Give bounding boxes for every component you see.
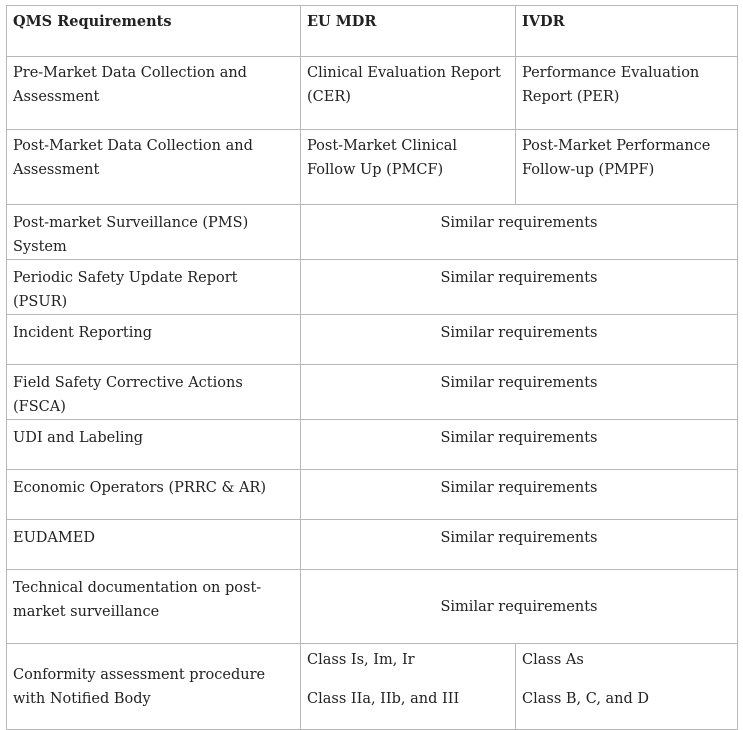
qms-comparison-table <box>6 5 738 730</box>
similar-requirements-cell: Similar requirements <box>301 260 738 315</box>
requirement-cell: Incident Reporting <box>7 315 301 365</box>
similar-requirements-cell: Similar requirements <box>301 365 738 420</box>
ivdr-cell: Post-Market Performance Follow-up (PMPF) <box>516 130 738 205</box>
eu-mdr-class-line: Class Is, Im, Ir <box>307 652 415 668</box>
similar-requirements-cell: Similar requirements <box>301 470 738 520</box>
table-row <box>7 57 738 130</box>
table-row <box>7 315 738 365</box>
requirement-cell: UDI and Labeling <box>7 420 301 470</box>
requirement-cell: Economic Operators (PRRC & AR) <box>7 470 301 520</box>
eu-mdr-class-line: Class IIa, IIb, and III <box>307 691 460 707</box>
requirement-cell: Post-market Surveillance (PMS) System <box>7 205 301 260</box>
requirement-cell: Periodic Safety Update Report (PSUR) <box>7 260 301 315</box>
ivdr-cell <box>516 644 738 730</box>
ivdr-class-line: Class B, C, and D <box>522 691 650 707</box>
table-row <box>7 644 738 730</box>
header-qms-requirements: QMS Requirements <box>7 6 301 57</box>
table-row <box>7 260 738 315</box>
eu-mdr-cell: Clinical Evaluation Report (CER) <box>301 57 516 130</box>
table-row <box>7 130 738 205</box>
header-eu-mdr: EU MDR <box>301 6 516 57</box>
ivdr-cell: Performance Evaluation Report (PER) <box>516 57 738 130</box>
similar-requirements-cell: Similar requirements <box>301 315 738 365</box>
header-row <box>7 6 738 57</box>
table-row <box>7 420 738 470</box>
requirement-cell: EUDAMED <box>7 520 301 570</box>
requirement-cell: Post-Market Data Collection and Assessment <box>7 130 301 205</box>
table-row <box>7 470 738 520</box>
similar-requirements-cell: Similar requirements <box>301 570 738 644</box>
table-row <box>7 365 738 420</box>
similar-requirements-cell: Similar requirements <box>301 205 738 260</box>
similar-requirements-cell: Similar requirements <box>301 420 738 470</box>
similar-requirements-cell: Similar requirements <box>301 520 738 570</box>
eu-mdr-cell: Post-Market Clinical Follow Up (PMCF) <box>301 130 516 205</box>
requirement-cell: Conformity assessment procedure with Notified Body <box>7 644 301 730</box>
table-row <box>7 570 738 644</box>
header-ivdr: IVDR <box>516 6 738 57</box>
table-row <box>7 205 738 260</box>
ivdr-class-line: Class As <box>522 652 584 668</box>
requirement-cell: Pre-Market Data Collection and Assessment <box>7 57 301 130</box>
requirement-cell: Technical documentation on post-market surveillance <box>7 570 301 644</box>
requirement-cell: Field Safety Corrective Actions (FSCA) <box>7 365 301 420</box>
table-row <box>7 520 738 570</box>
eu-mdr-cell <box>301 644 516 730</box>
